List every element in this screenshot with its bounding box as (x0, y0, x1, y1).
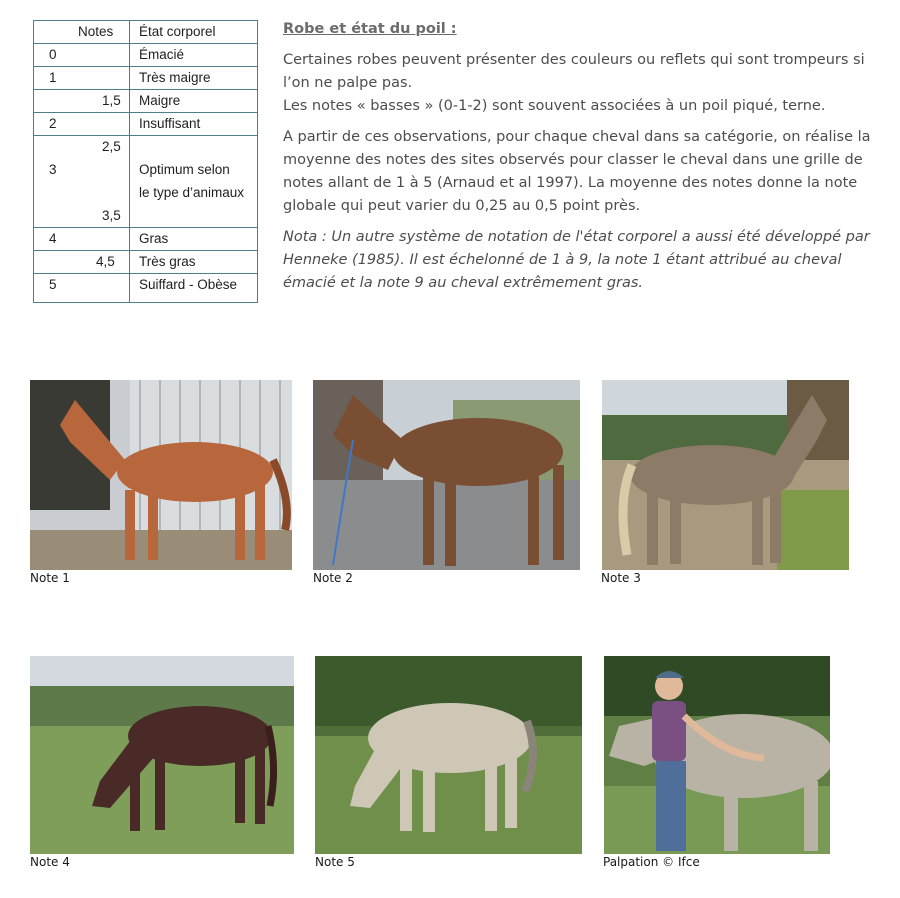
etat-value: Insuffisant (139, 116, 201, 131)
table-row-divider (34, 273, 257, 274)
horse-photo-note-1 (30, 380, 292, 570)
table-row-divider (34, 135, 257, 136)
note-value: 3 (49, 162, 57, 177)
horse-photo-image (313, 380, 580, 570)
table-row-divider (34, 250, 257, 251)
photo-caption: Note 5 (315, 855, 355, 869)
table-row-divider (34, 112, 257, 113)
photo-caption: Note 2 (313, 571, 353, 585)
photo-caption: Note 3 (601, 571, 641, 585)
horse-photo-note-5 (315, 656, 582, 854)
note-value: 0 (49, 47, 57, 62)
photo-caption: Note 4 (30, 855, 70, 869)
table-row-divider (34, 89, 257, 90)
note-value: 5 (49, 277, 57, 292)
note-value: 1 (49, 70, 57, 85)
header-etat: État corporel (139, 24, 216, 39)
article (283, 18, 893, 303)
paragraph-text: Certaines robes peuvent présenter des couleurs ou reflets qui sont trompeurs si l’on ne palpe pas. (283, 52, 865, 91)
horse-photo-image (30, 380, 292, 570)
etat-value: Optimum selon (139, 162, 230, 177)
horse-photo-image (30, 656, 294, 854)
etat-value: le type d’animaux (139, 185, 245, 200)
section-title: Robe et état du poil : (283, 21, 457, 37)
note-value: 2,5 (102, 139, 121, 154)
horse-photo-image (315, 656, 582, 854)
paragraph-text: Les notes « basses » (0-1-2) sont souvent associées à un poil piqué, terne. (283, 98, 826, 114)
etat-value: Émacié (139, 47, 185, 62)
photo-caption: Note 1 (30, 571, 70, 585)
body-condition-table (33, 20, 258, 303)
note-value: 2 (49, 116, 57, 131)
horse-photo-note-4 (30, 656, 294, 854)
etat-value: Très maigre (139, 70, 211, 85)
horse-photo-note-3 (602, 380, 849, 570)
horse-photo-image (602, 380, 849, 570)
paragraph: A partir de ces observations, pour chaque cheval dans sa catégorie, on réalise la moyenne des notes des sites observés pour classer le cheval dans une grille de notes allant de 1 à 5 (Arnaud et al 1997). La moyenne des notes donne la note globale qui peut varier du 0,25 au 0,5 point près. (283, 129, 871, 214)
paragraph (283, 49, 893, 118)
horse-photo-image (604, 656, 830, 854)
note-value: 4 (49, 231, 57, 246)
etat-value: Très gras (139, 254, 196, 269)
etat-value: Maigre (139, 93, 181, 108)
photo-caption: Palpation © Ifce (603, 855, 700, 869)
table-column-divider (129, 21, 130, 302)
note-value: 1,5 (102, 93, 121, 108)
etat-value: Suiffard - Obèse (139, 277, 238, 292)
palpation-photo (604, 656, 830, 854)
etat-value: Gras (139, 231, 169, 246)
table-row-divider (34, 227, 257, 228)
note-value: 4,5 (96, 254, 115, 269)
nota-paragraph: Nota : Un autre système de notation de l'état corporel a aussi été développé par Henneke (1985). Il est échelonné de 1 à 9, la note 1 étant attribué au cheval émacié et la note 9 au cheval extrêmement gras. (283, 229, 870, 291)
note-value: 3,5 (102, 208, 121, 223)
table-row-divider (34, 43, 257, 44)
horse-photo-note-2 (313, 380, 580, 570)
table-row-divider (34, 66, 257, 67)
header-notes: Notes (78, 24, 114, 39)
